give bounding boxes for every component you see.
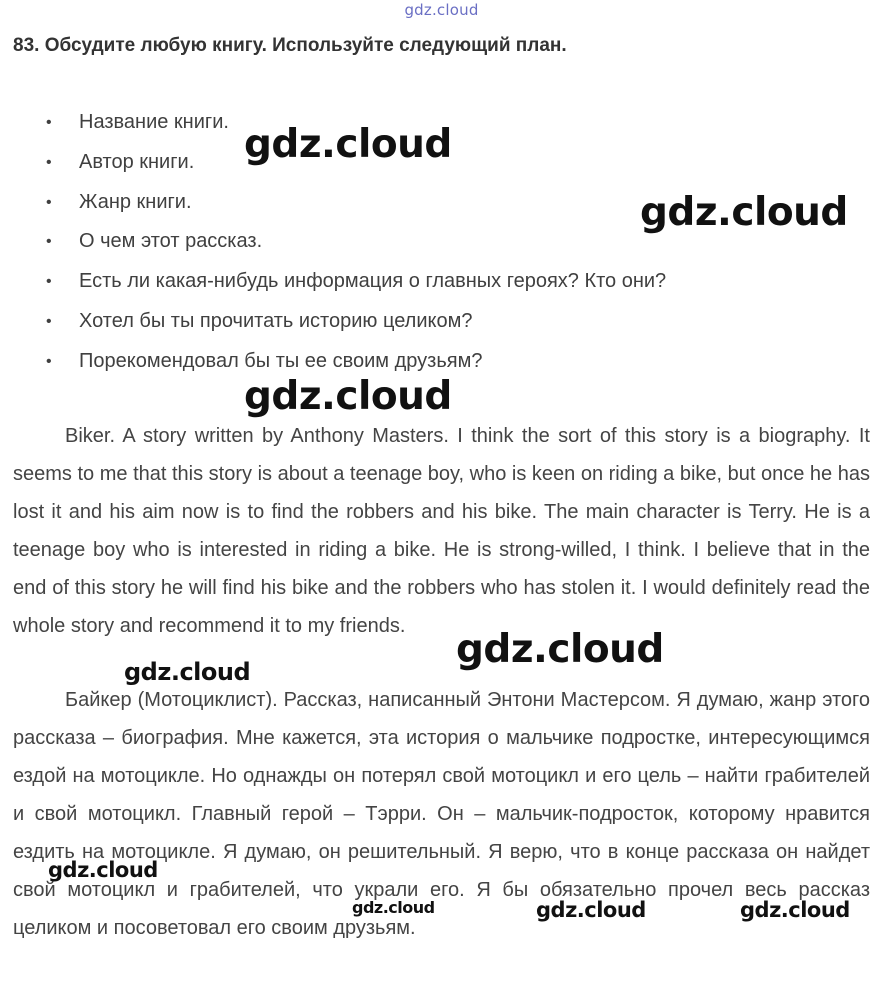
plan-item-label: Есть ли какая-нибудь информация о главных героях? Кто они? [79,270,667,293]
answer-english: Biker. A story written by Anthony Masters. I think the sort of this story is a biography. It seems to me that this story is about a teenage boy, who is keen on riding a bike, but once he has lost it and his aim now is to find the robbers and his bike. The main character is Terry. He is a teenage boy who is interested in riding a bike. He is strong-willed, I think. I believe that in the end of this story he will find his bike and the robbers who has stolen it. I would definitely read the whole story and recommend it to my friends. [13,425,870,637]
plan-item-label: Жанр книги. [79,190,192,213]
bullet-icon: • [46,193,52,211]
watermark: gdz.cloud [244,122,452,167]
bullet-icon: • [46,233,52,251]
watermark: gdz.cloud [244,374,452,419]
site-watermark-top: gdz.cloud [404,1,479,19]
plan-item-label: Порекомендовал бы ты ее своим друзьям? [79,349,483,372]
watermark: gdz.cloud [740,898,850,922]
bullet-icon: • [46,114,52,131]
watermark: gdz.cloud [48,858,158,882]
plan-item-label: Автор книги. [79,150,195,173]
plan-item-label: О чем этот рассказ. [79,230,263,253]
watermark: gdz.cloud [456,627,664,672]
bullet-icon: • [46,153,52,171]
watermark: gdz.cloud [640,190,848,235]
plan-item-label: Хотел бы ты прочитать историю целиком? [79,309,473,332]
task-title: 83. Обсудите любую книгу. Используйте следующий план. [13,35,567,56]
answer-russian: Байкер (Мотоциклист). Рассказ, написанный Энтони Мастерсом. Я думаю, жанр этого рассказа – биография. Мне кажется, эта история о мальчике подростке, интересующимся ездой на мотоцикле. Но однажды он потерял свой мотоцикл и его цель – найти грабителей и свой мотоцикл. Главный герой – Тэрри. Он – мальчик-подросток, которому нравится ездить на мотоцикле. Я думаю, он решительный. Я верю, что в конце рассказа он найдет свой мотоцикл и грабителей, что украли его. Я бы обязательно прочел весь рассказ целиком и посоветовал его своим друзьям. [13,689,870,939]
bullet-icon: • [46,273,52,291]
bullet-icon: • [46,312,52,330]
watermark: gdz.cloud [536,898,646,922]
bullet-icon: • [46,352,52,370]
watermark: gdz.cloud [124,658,251,686]
plan-item-label: Название книги. [79,111,229,133]
watermark: gdz.cloud [352,898,435,917]
